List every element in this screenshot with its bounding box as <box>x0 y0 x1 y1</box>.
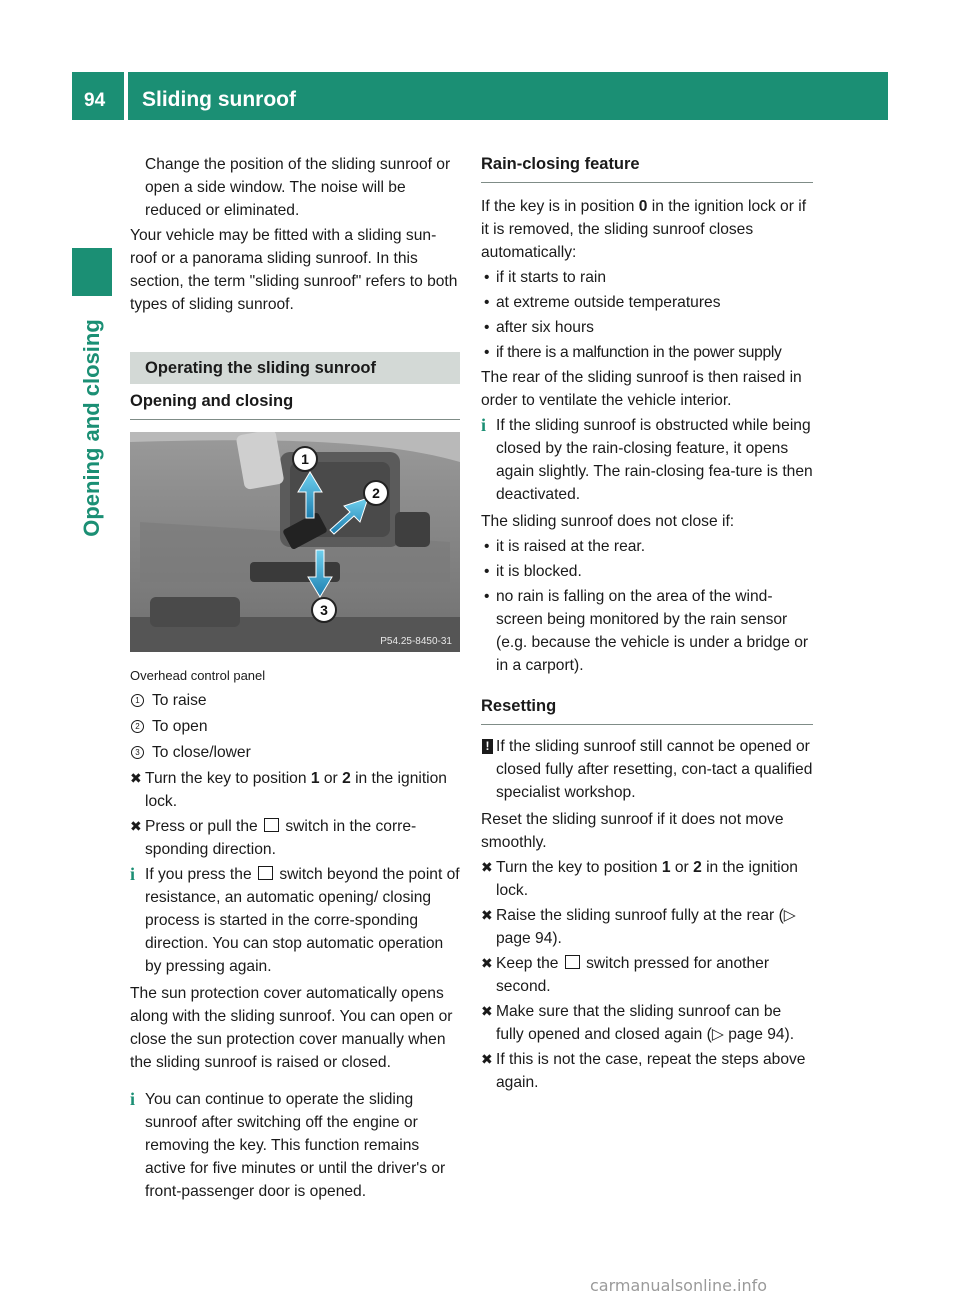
intro-paragraph: Your vehicle may be fitted with a sliding sun-roof or a panorama sliding sunroof. In this section, the term "sliding sunroof" refers to both types of sliding sunroof. <box>130 227 458 313</box>
switch-icon <box>264 818 279 832</box>
legend-item <box>130 741 460 764</box>
legend-label: To open <box>152 718 208 735</box>
figure-code: P54.25-8450-31 <box>380 636 452 647</box>
list-item: • if there is a malfunction in the power supply <box>481 341 813 364</box>
warning-icon: ! <box>482 739 493 754</box>
list-item: • it is raised at the rear. <box>481 535 813 558</box>
step-press-switch <box>130 815 460 861</box>
step-repeat <box>481 1048 813 1094</box>
svg-text:3: 3 <box>320 602 328 618</box>
figure-caption: Overhead control panel <box>130 668 266 683</box>
section-side-label: Opening and closing <box>79 319 104 537</box>
info-note <box>481 414 813 506</box>
step-text: Keep the <box>496 955 559 972</box>
list-item: • it is blocked. <box>481 560 813 583</box>
switch-icon <box>258 866 273 880</box>
step-arrow-icon: ✖ <box>481 955 493 971</box>
overhead-panel-figure <box>130 432 460 652</box>
position-value: 1 <box>310 770 320 787</box>
paragraph-text: If the key is in position <box>481 198 639 215</box>
step-arrow-icon: ✖ <box>481 1051 493 1067</box>
step-text: Press or pull the <box>145 818 258 835</box>
step-text: or <box>319 770 343 787</box>
list-item: • at extreme outside temperatures <box>481 291 813 314</box>
position-value: 1 <box>661 859 671 876</box>
note-text: If the sliding sunroof is obstructed while being closed by the rain-closing feature, it opens again slightly. The rain-closing fea-ture is then deactivated. <box>496 417 813 503</box>
step-text: or <box>670 859 694 876</box>
rain-intro <box>481 195 813 264</box>
step-text: Turn the key to position <box>145 770 311 787</box>
step-text: If this is not the case, repeat the steps above again. <box>496 1051 806 1091</box>
list-item: • if it starts to rain <box>481 266 813 289</box>
legend-number: 3 <box>131 746 144 759</box>
info-icon: i <box>130 1089 136 1109</box>
switch-icon <box>565 955 580 969</box>
step-make-sure <box>481 1000 813 1046</box>
does-not-close-paragraph: The sliding sunroof does not close if: <box>481 513 735 530</box>
step-turn-key <box>481 856 813 902</box>
heading-rain-closing: Rain-closing feature <box>481 153 813 183</box>
svg-text:2: 2 <box>372 485 380 501</box>
step-text: switch pressed for another second. <box>496 955 770 995</box>
page-title: Sliding sunroof <box>142 88 296 111</box>
ventilate-paragraph: The rear of the sliding sunroof is then raised in order to ventilate the vehicle interior. <box>481 369 802 409</box>
reset-intro: Reset the sliding sunroof if it does not move smoothly. <box>481 811 784 851</box>
info-icon: i <box>130 864 136 884</box>
subheading-opening-closing: Opening and closing <box>130 390 460 420</box>
watermark: carmanualsonline.info <box>590 1276 768 1295</box>
note-text: switch beyond the point of resistance, an automatic opening/ closing process is started in the corre-sponding direction. You can stop automatic operation by pressing again. <box>145 866 460 975</box>
step-text: switch in the corre-sponding direction. <box>145 818 417 858</box>
step-text: Raise the sliding sunroof fully at the rear (▷ page 94). <box>496 907 796 947</box>
step-turn-key <box>130 767 460 813</box>
legend-number: 1 <box>131 694 144 707</box>
sun-protection-paragraph: The sun protection cover automatically opens along with the sliding sunroof. You can open or close the sun protection cover manually when the sliding sunroof is raised or closed. <box>130 985 453 1071</box>
step-raise-sunroof <box>481 904 813 950</box>
heading-resetting: Resetting <box>481 695 813 725</box>
intro-indent: Change the position of the sliding sunroof or open a side window. The noise will be reduced or eliminated. <box>145 156 451 219</box>
position-value: 2 <box>342 770 351 787</box>
step-text: in the ignition lock. <box>145 770 447 810</box>
step-text: Turn the key to position <box>496 859 662 876</box>
header-divider <box>124 72 128 120</box>
side-tab <box>72 248 112 296</box>
note-text: If the sliding sunroof still cannot be opened or closed fully after resetting, con-tact a qualified specialist workshop. <box>496 738 813 801</box>
step-arrow-icon: ✖ <box>481 859 493 875</box>
step-text: in the ignition lock. <box>496 859 798 899</box>
list-item: • after six hours <box>481 316 813 339</box>
legend-number: 2 <box>131 720 144 733</box>
overhead-panel-illustration <box>130 432 460 652</box>
info-note <box>130 863 460 978</box>
legend-item <box>130 715 460 738</box>
note-text: If you press the <box>145 866 252 883</box>
warning-note <box>481 735 813 804</box>
page-number: 94 <box>84 90 106 111</box>
list-item: • no rain is falling on the area of the wind-screen being monitored by the rain sensor (e.g. because the vehicle is under a bridge or in a carport). <box>481 585 813 677</box>
step-arrow-icon: ✖ <box>130 818 142 834</box>
step-keep-switch-pressed <box>481 952 813 998</box>
legend-label: To close/lower <box>152 744 251 761</box>
step-arrow-icon: ✖ <box>130 770 142 786</box>
note-text: You can continue to operate the sliding sunroof after switching off the engine or removing the key. This function remains active for five minutes or until the driver's or front-passenger door is opened. <box>145 1091 446 1200</box>
info-icon: i <box>481 415 487 435</box>
step-text: Make sure that the sliding sunroof can be fully opened and closed again (▷ page 94). <box>496 1003 795 1043</box>
step-arrow-icon: ✖ <box>481 1003 493 1019</box>
position-value: 2 <box>693 859 702 876</box>
position-value: 0 <box>638 198 648 215</box>
info-note <box>130 1088 460 1203</box>
section-heading: Operating the sliding sunroof <box>130 352 460 384</box>
legend-label: To raise <box>152 692 207 709</box>
legend-item <box>130 689 460 712</box>
svg-text:1: 1 <box>301 451 309 467</box>
left-column <box>130 153 460 1207</box>
right-column <box>481 153 813 1096</box>
paragraph-text: in the ignition lock or if it is removed, the sliding sunroof closes automatically: <box>481 198 807 261</box>
step-arrow-icon: ✖ <box>481 907 493 923</box>
